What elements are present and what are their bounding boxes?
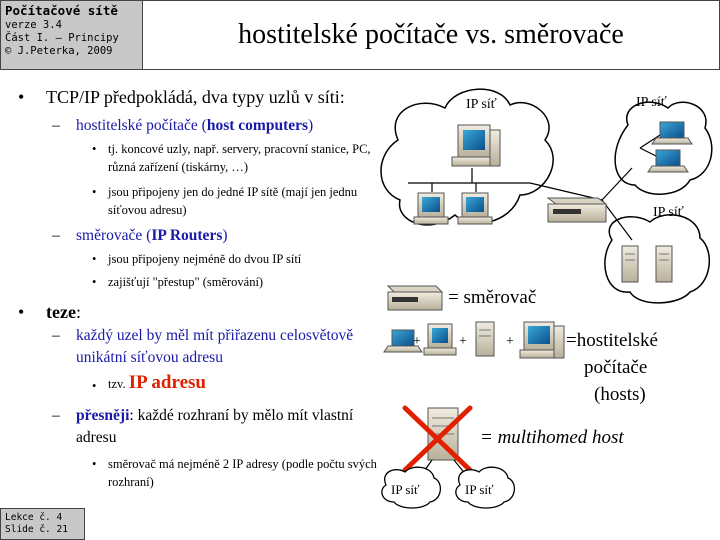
legend-server-icon bbox=[476, 322, 494, 356]
cloud2-label: IP síť bbox=[636, 95, 667, 110]
workstation-icon bbox=[452, 125, 500, 166]
legend-hosts-label: =hostitelské bbox=[566, 330, 658, 351]
server-icon bbox=[622, 246, 638, 282]
plus-sign: + bbox=[459, 334, 467, 349]
plus-sign: + bbox=[506, 334, 514, 349]
course-title: Počítačové sítě bbox=[5, 3, 118, 18]
bottom-cloud1-label: IP síť bbox=[391, 482, 420, 497]
plus-sign: + bbox=[413, 334, 421, 349]
legend-hosts-label-3: (hosts) bbox=[594, 384, 646, 405]
router-icon bbox=[548, 198, 606, 222]
legend-workstation-icon bbox=[520, 322, 564, 358]
legend-router-label: = směrovač bbox=[448, 287, 537, 308]
version-label: verze 3.4 bbox=[5, 19, 62, 31]
part-label: Část I. – Principy bbox=[5, 32, 119, 44]
cloud1-label: IP síť bbox=[466, 97, 497, 112]
legend-pc-icon bbox=[424, 324, 456, 355]
ip-network-cloud-2 bbox=[615, 102, 712, 194]
pc-icon bbox=[414, 193, 448, 224]
slide-number: Slide č. 21 bbox=[5, 524, 68, 535]
author-label: © J.Peterka, 2009 bbox=[5, 45, 113, 57]
slide-footer bbox=[0, 508, 85, 540]
cloud3-label: IP síť bbox=[653, 205, 684, 220]
legend-hosts-label-2: počítače bbox=[584, 357, 648, 378]
pc-icon bbox=[458, 193, 492, 224]
slide-title: hostitelské počítače vs. směrovače bbox=[238, 19, 624, 50]
lesson-number: Lekce č. 4 bbox=[5, 512, 63, 523]
bottom-cloud2-label: IP síť bbox=[465, 482, 494, 497]
multihomed-label: = multihomed host bbox=[480, 427, 624, 448]
ip-address-term: IP adresu bbox=[128, 372, 206, 393]
legend-router-icon bbox=[388, 286, 442, 310]
server-icon bbox=[656, 246, 672, 282]
